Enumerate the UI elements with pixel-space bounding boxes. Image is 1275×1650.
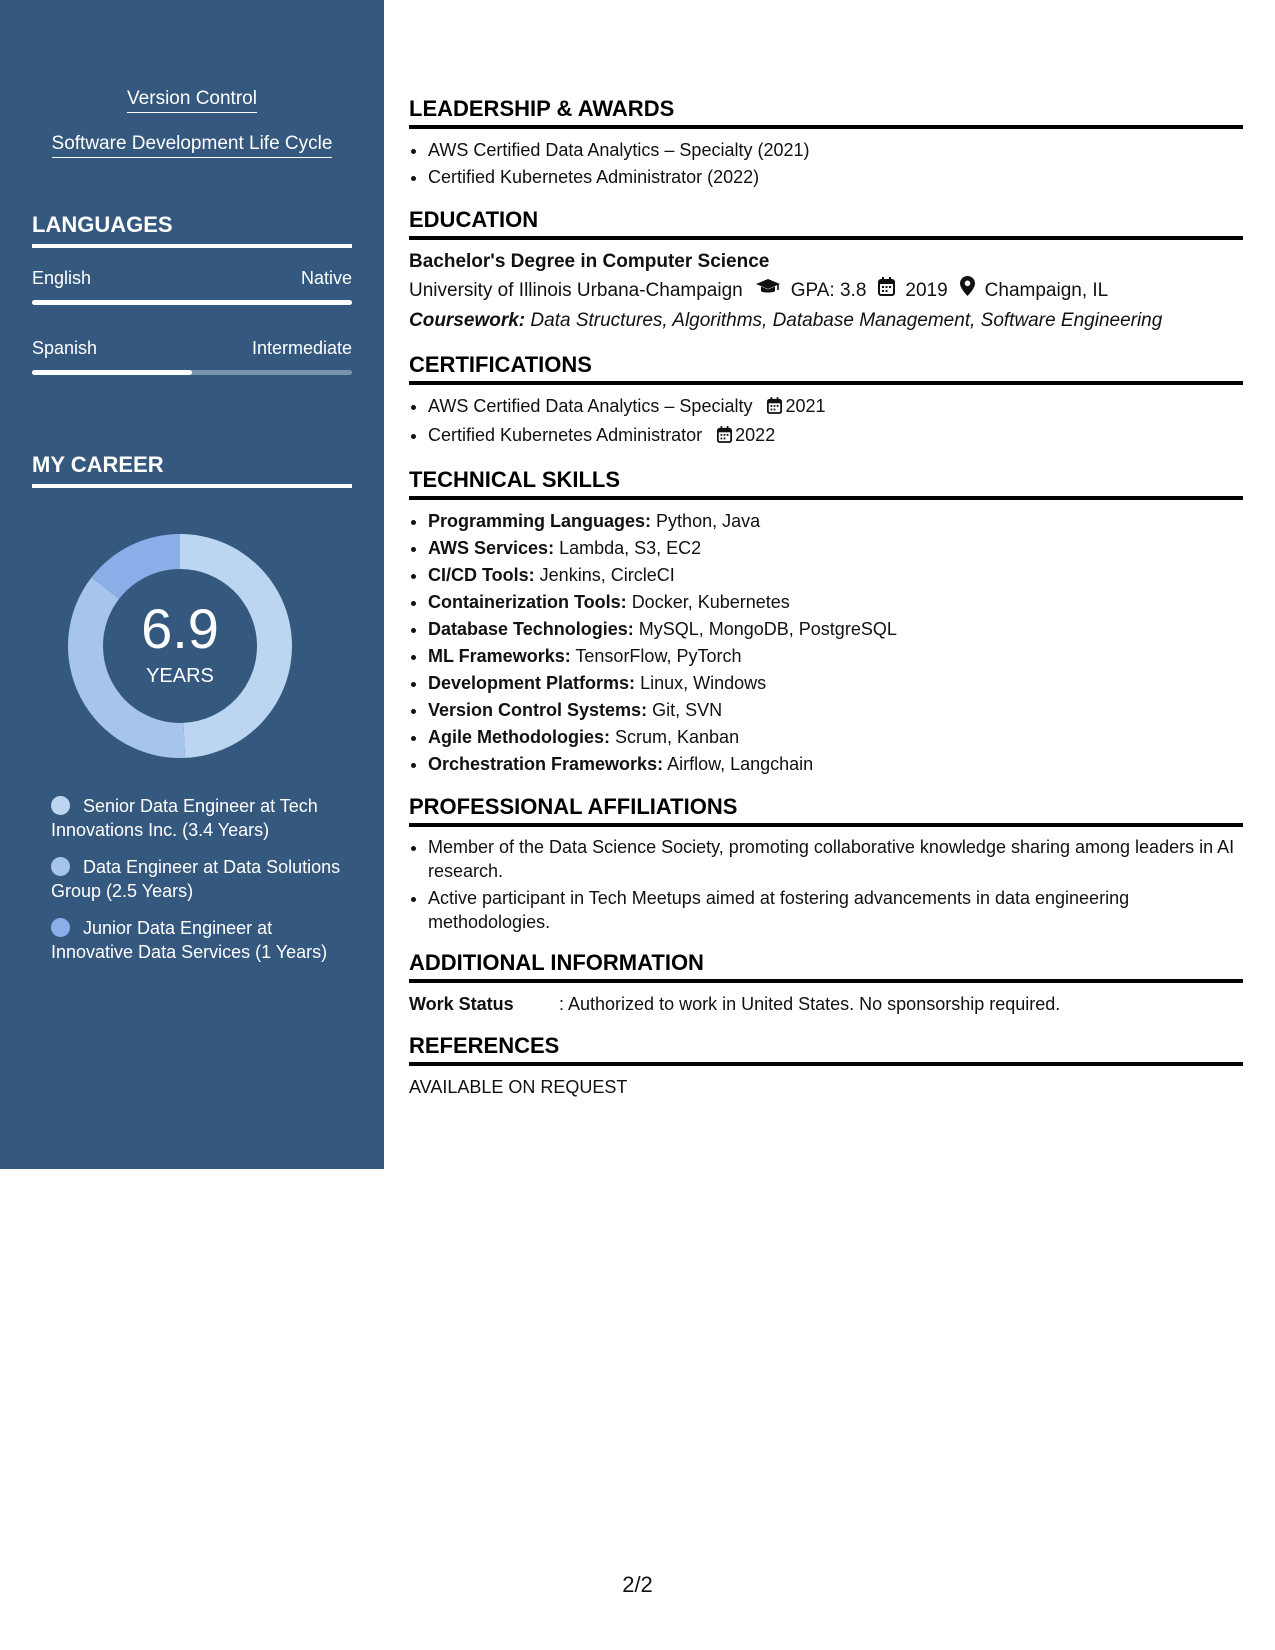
skill-link-sdlc[interactable]: Software Development Life Cycle	[0, 133, 384, 158]
certifications-heading: CERTIFICATIONS	[409, 352, 1243, 385]
technical-skills-heading: TECHNICAL SKILLS	[409, 467, 1243, 500]
list-item: • Orchestration Frameworks: Airflow, Langchain	[428, 751, 1243, 778]
language-row-english	[32, 268, 352, 289]
language-level: Intermediate	[251, 338, 352, 358]
education-coursework	[409, 306, 1243, 336]
list-item: • Certified Kubernetes Administrator (2022)	[428, 164, 1243, 191]
additional-info-heading: ADDITIONAL INFORMATION	[409, 950, 1243, 983]
language-name: English	[32, 268, 92, 288]
references-text: AVAILABLE ON REQUEST	[409, 1077, 628, 1097]
education-year: 2019	[905, 280, 948, 301]
sidebar	[0, 0, 384, 1169]
legend-dot	[51, 796, 70, 815]
references-heading: REFERENCES	[409, 1033, 1243, 1066]
career-roles-list	[51, 794, 341, 977]
list-item: • Agile Methodologies: Scrum, Kanban	[428, 724, 1243, 751]
list-item: • AWS Certified Data Analytics – Specialty 2021	[428, 393, 1243, 422]
coursework-label: Coursework:	[409, 310, 526, 331]
career-role: Data Engineer at Data Solutions Group (2.5 Years)	[51, 857, 341, 901]
list-item: • ML Frameworks: TensorFlow, PyTorch	[428, 643, 1243, 670]
legend-dot	[51, 918, 70, 937]
language-name: Spanish	[32, 338, 98, 358]
language-row-spanish	[32, 338, 352, 359]
education-school: University of Illinois Urbana-Champaign	[409, 280, 743, 301]
education-details	[409, 276, 1243, 306]
career-role: Senior Data Engineer at Tech Innovations Inc. (3.4 Years)	[51, 796, 318, 840]
coursework-value: Data Structures, Algorithms, Database Management, Software Engineering	[530, 310, 1163, 331]
education-location: Champaign, IL	[984, 280, 1109, 301]
calendar-icon	[767, 395, 782, 422]
list-item: • Development Platforms: Linux, Windows	[428, 670, 1243, 697]
language-bar-fill	[32, 370, 192, 375]
career-total-unit: YEARS	[146, 665, 214, 687]
career-role: Junior Data Engineer at Innovative Data Services (1 Years)	[51, 918, 328, 962]
affiliations-list	[409, 835, 1243, 934]
calendar-icon	[878, 276, 895, 306]
work-status-label: Work Status	[409, 994, 514, 1014]
list-item: • Active participant in Tech Meetups aimed at fostering advancements in data engineering methodologies.	[428, 886, 1243, 934]
education-section	[409, 207, 1243, 336]
career-donut-chart	[66, 532, 294, 760]
list-item: • Containerization Tools: Docker, Kubernetes	[428, 589, 1243, 616]
list-item: • Member of the Data Science Society, promoting collaborative knowledge sharing among leaders in AI research.	[428, 835, 1243, 883]
main-content	[409, 96, 1243, 1116]
work-status-row	[409, 991, 1243, 1017]
career-total-value: 6.9	[141, 597, 219, 660]
technical-skills-list	[409, 508, 1243, 778]
list-item: • AWS Services: Lambda, S3, EC2	[428, 535, 1243, 562]
education-gpa: GPA: 3.8	[790, 280, 867, 301]
affiliations-heading: PROFESSIONAL AFFILIATIONS	[409, 794, 1243, 827]
page-number: 2/2	[622, 1572, 653, 1597]
certifications-list	[409, 393, 1243, 451]
list-item: • Version Control Systems: Git, SVN	[428, 697, 1243, 724]
language-bar-english	[32, 300, 352, 305]
list-item: • Database Technologies: MySQL, MongoDB, PostgreSQL	[428, 616, 1243, 643]
language-level: Native	[300, 268, 352, 288]
education-degree: Bachelor's Degree in Computer Science	[409, 251, 770, 272]
leadership-section	[409, 96, 1243, 191]
language-bar-spanish	[32, 370, 352, 375]
location-pin-icon	[960, 276, 975, 306]
work-status-value: : Authorized to work in United States. No sponsorship required.	[559, 994, 1061, 1014]
list-item: • AWS Certified Data Analytics – Specialty (2021)	[428, 137, 1243, 164]
languages-heading: LANGUAGES	[32, 212, 352, 248]
list-item: • Certified Kubernetes Administrator 2022	[428, 422, 1243, 451]
graduation-cap-icon	[755, 276, 781, 306]
certifications-section	[409, 352, 1243, 451]
calendar-icon	[717, 424, 732, 451]
references-section	[409, 1033, 1243, 1100]
list-item: • CI/CD Tools: Jenkins, CircleCI	[428, 562, 1243, 589]
legend-dot	[51, 857, 70, 876]
leadership-heading: LEADERSHIP & AWARDS	[409, 96, 1243, 129]
additional-info-section	[409, 950, 1243, 1017]
affiliations-section	[409, 794, 1243, 934]
technical-skills-section	[409, 467, 1243, 778]
skill-link-version-control[interactable]: Version Control	[0, 88, 384, 113]
leadership-list	[409, 137, 1243, 191]
language-bar-fill	[32, 300, 352, 305]
list-item: • Programming Languages: Python, Java	[428, 508, 1243, 535]
career-heading: MY CAREER	[32, 452, 352, 488]
education-heading: EDUCATION	[409, 207, 1243, 240]
